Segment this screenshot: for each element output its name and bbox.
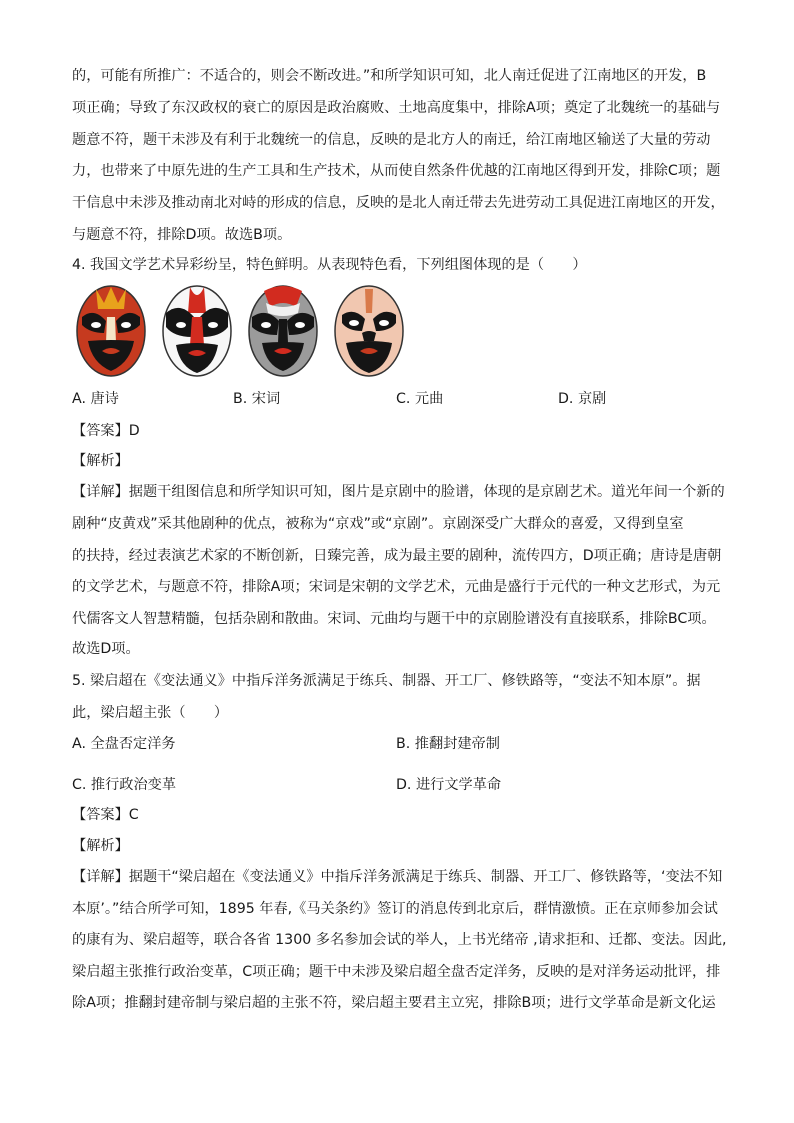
opera-mask-figure [74,283,414,379]
text-line: 干信息中未涉及推动南北对峙的形成的信息，反映的是北人南迁带去先进劳动工具促进江南地区的开发， [72,195,725,211]
question-5-analysis-heading: 【解析】 [72,838,129,854]
question-5-detail-line: 的康有为、梁启超等，联合各省 1300 多名参加会试的举人，上书光绪帝 ,请求拒和、迁都、变法。因此, [72,932,727,948]
question-5-detail-line: 本原’。”结合所学可知，1895 年春,《马关条约》签订的消息传到北京后，群情激愤。正在京师参加会试 [72,901,718,917]
text-line: 力，也带来了中原先进的生产工具和生产技术，从而使自然条件优越的江南地区得到开发，排除C项；题 [72,163,721,179]
opera-mask-black-white-icon [160,283,234,379]
question-5-option-c: C. 推行政治变革 [72,777,177,793]
question-4-option-b: B. 宋词 [233,391,281,407]
question-5-detail-line: 梁启超主张推行政治变革，C项正确；题干中未涉及梁启超全盘否定洋务，反映的是对洋务运动批评，排 [72,964,721,980]
question-4-option-a: A. 唐诗 [72,391,119,407]
question-5-option-b: B. 推翻封建帝制 [396,736,500,752]
text-line: 与题意不符，排除D项。故选B项。 [72,227,292,243]
question-5-stem: 5. 梁启超在《变法通义》中指斥洋务派满足于练兵、制器、开工厂、修铁路等，“变法不知本原”。据 [72,673,701,689]
question-4-detail-line: 剧种“皮黄戏”采其他剧种的优点，被称为“京戏”或“京剧”。京剧深受广大群众的喜爱，又得到皇室 [72,516,684,532]
question-4-analysis-heading: 【解析】 [72,453,129,469]
question-4-detail-line: 的文学艺术，与题意不符，排除A项；宋词是宋朝的文学艺术，元曲是盛行于元代的一种文艺形式，为元 [72,579,721,595]
question-4-answer: 【答案】D [72,423,140,439]
question-5-answer: 【答案】C [72,807,139,823]
question-4-detail-line: 【详解】据题干组图信息和所学知识可知，图片是京剧中的脸谱，体现的是京剧艺术。道光年间一个新的 [72,484,725,500]
question-4-option-d: D. 京剧 [558,391,607,407]
opera-mask-grey-icon [246,283,320,379]
question-4-detail-line: 的扶持，经过表演艺术家的不断创新，日臻完善，成为最主要的剧种，流传四方，D项正确；唐诗是唐朝 [72,548,722,564]
question-4-detail-line: 代儒客文人智慧精髓，包括杂剧和散曲。宋词、元曲均与题干中的京剧脸谱没有直接联系，排除BC项。 [72,611,716,627]
text-line: 的，可能有所推广：不适合的，则会不断改进。”和所学知识可知，北人南迁促进了江南地区的开发，B [72,68,707,84]
question-5-detail-line: 除A项；推翻封建帝制与梁启超的主张不符，梁启超主要君主立宪，排除B项；进行文学革命是新文化运 [72,995,716,1011]
question-5-stem: 此，梁启超主张（ ） [72,705,229,721]
text-line: 项正确；导致了东汉政权的衰亡的原因是政治腐败、土地高度集中，排除A项；奠定了北魏统一的基础与 [72,100,721,116]
opera-mask-pink-icon [332,283,406,379]
opera-mask-red-icon [74,283,148,379]
question-4-option-c: C. 元曲 [396,391,444,407]
question-5-option-a: A. 全盘否定洋务 [72,736,176,752]
question-4-stem: 4. 我国文学艺术异彩纷呈，特色鲜明。从表现特色看，下列组图体现的是（ ） [72,257,587,273]
question-5-detail-line: 【详解】据题干“梁启超在《变法通义》中指斥洋务派满足于练兵、制器、开工厂、修铁路等，‘变法不知 [72,869,723,885]
question-5-option-d: D. 进行文学革命 [396,777,502,793]
text-line: 题意不符，题干未涉及有利于北魏统一的信息，反映的是北方人的南迁，给江南地区输送了大量的劳动 [72,132,711,148]
question-4-detail-line: 故选D项。 [72,641,140,657]
